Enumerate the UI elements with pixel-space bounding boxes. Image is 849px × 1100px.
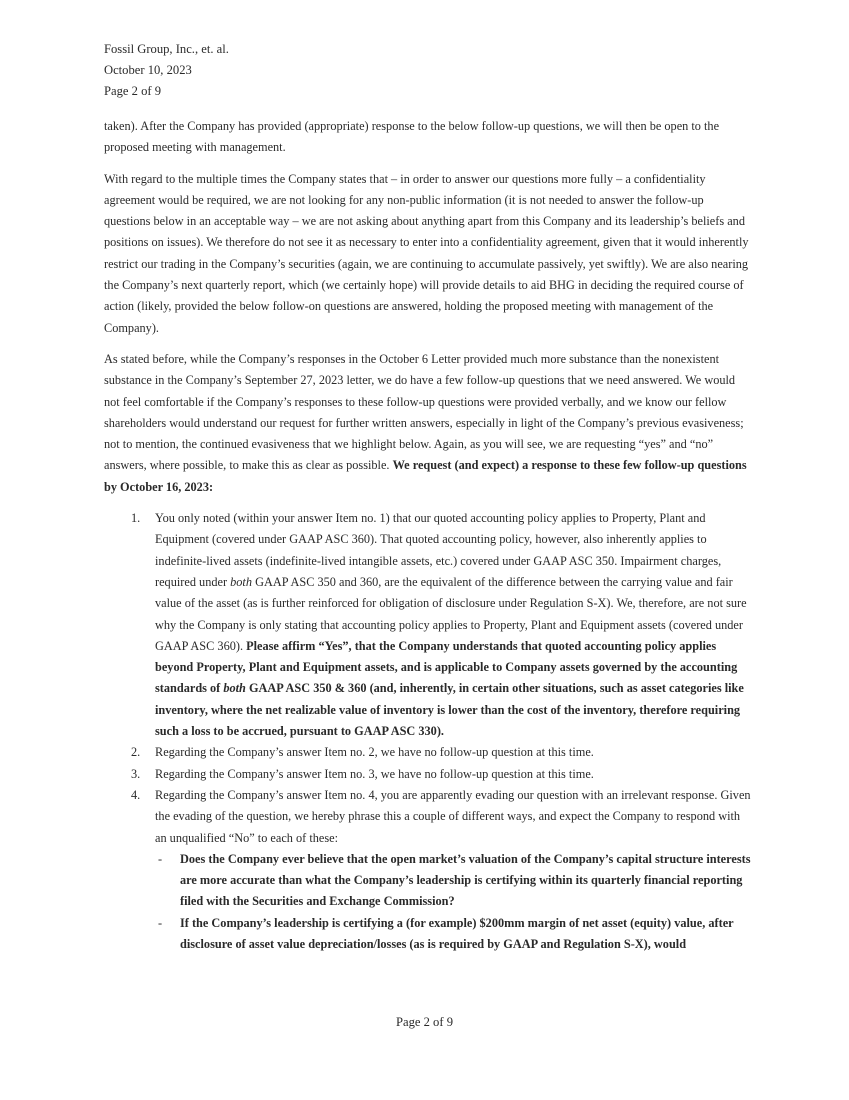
- item-1-request-b: GAAP ASC 350 & 360 (and, inherently, in certain other situations, such as asset categories like inventory, where the net realizable value of inventory is lower than the cost of the inventory, therefore requiring such a loss to be accrued, pursuant to GAAP ASC 330).: [155, 681, 744, 739]
- paragraph-request-text: As stated before, while the Company’s responses in the October 6 Letter provided much more substance than the nonexistent substance in the Company’s September 27, 2023 letter, we do have a few follow-up questions that we need answered. We would not feel comfortable if the Company’s responses to these follow-up questions were provided verbally, and we know our fellow shareholders would understand our request for further written answers, especially in light of the Company’s previous evasiveness; not to mention, the continued evasiveness that we highlight below. Again, as you will see, we are requesting “yes” and “no” answers, where possible, to make this as clear as possible.: [104, 351, 744, 473]
- sub-question-2: [155, 913, 752, 956]
- item-1-request-emphasis: both: [223, 681, 246, 696]
- paragraph-request-deadline: We request (and expect) a response to these few follow-up questions by October 16, 2023:: [104, 458, 747, 494]
- dash-bullet: -: [158, 851, 163, 866]
- paragraph-confidentiality: With regard to the multiple times the Company states that – in order to answer our questions more fully – a confidentiality agreement would be required, we are not looking for any non-public information (it is not needed to answer the follow-up questions below in an acceptable way – we are not asking about anything apart from this Company and its leadership’s beliefs and positions on issues). We therefore do not see it as necessary to enter into a confidentiality agreement, given that it would inherently restrict our trading in the Company’s securities (again, we are continuing to accumulate passively, yet swiftly). We are also nearing the Company’s next quarterly report, which (we certainly hope) will provide details to aid BHG in deciding the required course of action (likely, provided the below follow-on questions are answered, holding the proposed meeting with management of the Company).: [104, 171, 749, 335]
- item-3-text: Regarding the Company’s answer Item no. 3, we have no follow-up question at this time.: [155, 766, 594, 781]
- paragraph-continuation: taken). After the Company has provided (appropriate) response to the below follow-up questions, we will then be open to the proposed meeting with management.: [104, 119, 720, 155]
- item-1-emphasis: both: [230, 574, 252, 589]
- paragraph-request: [104, 349, 752, 498]
- list-item-1: [104, 508, 752, 742]
- item-4-questions: [155, 849, 752, 955]
- item-1-text-a: You only noted (within your answer Item no. 1) that our quoted accounting policy applies to Property, Plant and Equipment (covered under GAAP ASC 360). That quoted accounting policy, however, also inherently applies to indefinite-lived assets (indefinite-lived intangible assets, etc.) covered under GAAP ASC 350. Impairment charges, required under: [155, 511, 722, 589]
- letter-header: [104, 39, 229, 102]
- header-page: Page 2 of 9: [104, 84, 162, 98]
- item-1-text-b: GAAP ASC 350 and 360, are the equivalent of the difference between the carrying value and fair value of the asset (as is further reinforced for obligation of disclosure under Regulation S-X). We, therefore, are not sure why the Company is only stating that accounting policy applies to Property, Plant and Equipment assets (covered under GAAP ASC 360).: [155, 574, 747, 653]
- sub-question-2-text: If the Company’s leadership is certifying a (for example) $200mm margin of net asset (equity) value, after disclosure of asset value depreciation/losses (as is required by GAAP and Regulation S-X), would: [180, 915, 734, 951]
- list-item-3: [104, 764, 752, 785]
- list-number: 3.: [131, 766, 141, 781]
- page-footer: Page 2 of 9: [395, 1015, 453, 1029]
- list-number: 4.: [131, 787, 141, 802]
- item-1-request-a: Please affirm “Yes”, that the Company understands that quoted accounting policy applies beyond Property, Plant and Equipment assets, and is applicable to Company assets governed by the accounting standards of: [155, 638, 738, 696]
- sub-question-1: [155, 849, 752, 913]
- header-date: October 10, 2023: [104, 63, 192, 77]
- item-4-text: Regarding the Company’s answer Item no. 4, you are apparently evading our question with an irrelevant response. Given the evading of the question, we hereby phrase this a couple of different ways, and expect the Company to respond with an unqualified “No” to each of these:: [155, 787, 751, 845]
- header-company: Fossil Group, Inc., et. al.: [104, 42, 229, 56]
- list-item-4: [104, 785, 752, 955]
- follow-up-list: [104, 508, 752, 955]
- letter-body: [104, 116, 752, 955]
- list-number: 1.: [131, 511, 141, 526]
- item-2-text: Regarding the Company’s answer Item no. 2, we have no follow-up question at this time.: [155, 745, 594, 760]
- list-item-2: [104, 742, 752, 763]
- dash-bullet: -: [158, 915, 163, 930]
- sub-question-1-text: Does the Company ever believe that the open market’s valuation of the Company’s capital structure interests are more accurate than what the Company’s leadership is certifying within its quarterly financial reporting filed with the Securities and Exchange Commission?: [180, 851, 751, 909]
- list-number: 2.: [131, 745, 141, 760]
